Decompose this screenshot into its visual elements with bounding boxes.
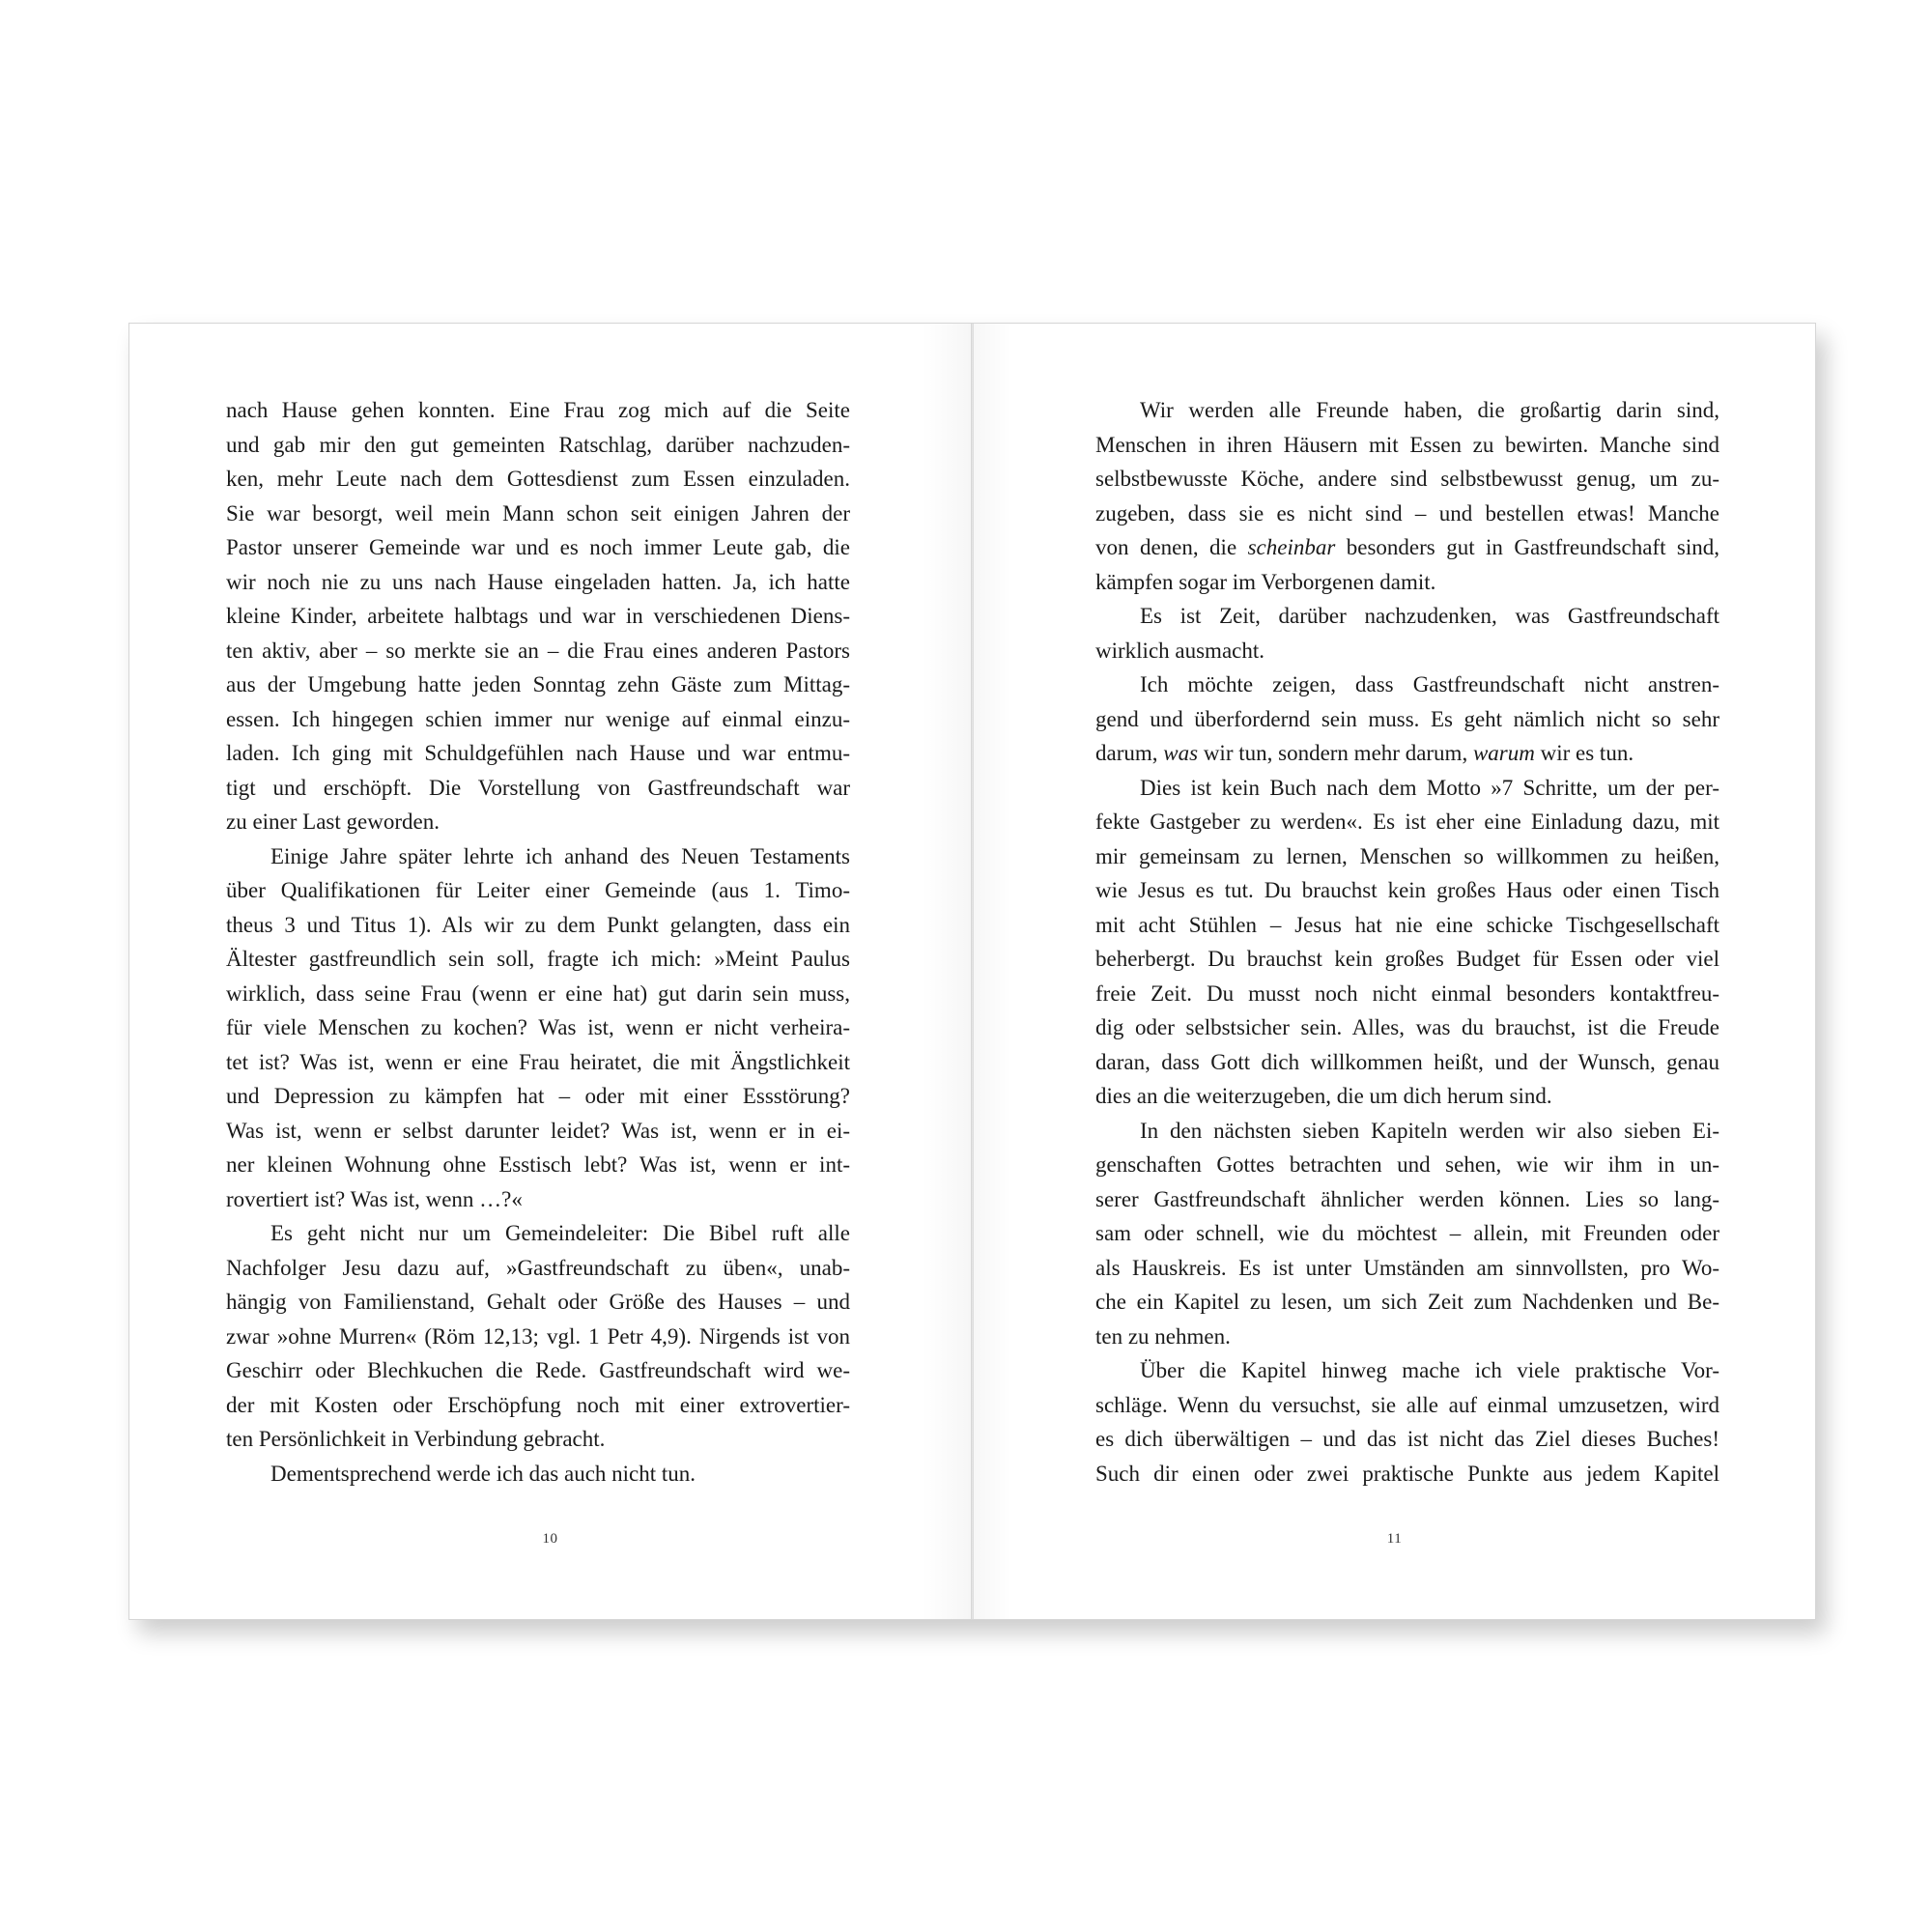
- text-line: kleine Kinder, arbeitete halbtags und war in verschiedenen Diens-: [226, 604, 850, 628]
- paragraph-first-line: Ich möchte zeigen, dass Gastfreundschaft nicht anstren-: [1140, 672, 1719, 696]
- text-line: wirklich, dass seine Frau (wenn er eine hat) gut darin sein muss,: [226, 980, 850, 1006]
- text-line: Nachfolger Jesu dazu auf, »Gastfreundschaft zu üben«, unab-: [226, 1255, 850, 1280]
- text-run: von denen, die: [1095, 535, 1248, 559]
- paragraph-first-line: In den nächsten sieben Kapiteln werden wir also sieben Ei-: [1140, 1118, 1719, 1143]
- text-line: rovertiert ist? Was ist, wenn …?«: [226, 1186, 523, 1211]
- text-line: schläge. Wenn du versuchst, sie alle auf einmal umzusetzen, wird: [1095, 1392, 1719, 1417]
- book-spread: [128, 323, 1816, 1620]
- text-run: wir tun, sondern mehr darum,: [1198, 741, 1473, 765]
- text-line: Was ist, wenn er selbst darunter leidet? Was ist, wenn er in ei-: [226, 1118, 850, 1143]
- italic-emphasis: was: [1163, 741, 1199, 765]
- text-line: selbstbewusste Köche, andere sind selbstbewusst genug, um zu-: [1095, 467, 1719, 491]
- italic-emphasis: scheinbar: [1247, 535, 1336, 559]
- text-line: dies an die weiterzugeben, die um dich herum sind.: [1095, 1084, 1552, 1108]
- text-line: es dich überwältigen – und das ist nicht das Ziel dieses Buches!: [1095, 1427, 1719, 1451]
- paragraph-first-line: Dementsprechend werde ich das auch nicht tun.: [270, 1461, 696, 1486]
- text-line: zu einer Last geworden.: [226, 810, 440, 834]
- text-line: fekte Gastgeber zu werden«. Es ist eher eine Einladung dazu, mit: [1095, 810, 1719, 834]
- text-line: aus der Umgebung hatte jeden Sonntag zehn Gäste zum Mittag-: [226, 672, 850, 696]
- paragraph-first-line: Es ist Zeit, darüber nachzudenken, was Gastfreundschaft: [1140, 604, 1719, 628]
- left-page: [129, 324, 971, 1619]
- text-line: Menschen in ihren Häusern mit Essen zu bewirten. Manche sind: [1095, 432, 1719, 457]
- text-line: zwar »ohne Murren« (Röm 12,13; vgl. 1 Petr 4,9). Nirgends ist von: [226, 1323, 850, 1349]
- right-page-text: [1095, 393, 1719, 1491]
- italic-emphasis: warum: [1472, 741, 1535, 765]
- text-line: wir noch nie zu uns nach Hause eingeladen hatten. Ja, ich hatte: [226, 569, 850, 594]
- text-line: zugeben, dass sie es nicht sind – und bestellen etwas! Manche: [1095, 500, 1719, 526]
- right-page: [974, 324, 1815, 1619]
- text-line: che ein Kapitel zu lesen, um sich Zeit zum Nachdenken und Be-: [1095, 1290, 1719, 1314]
- text-line: wie Jesus es tut. Du brauchst kein großes Haus oder einen Tisch: [1095, 878, 1719, 902]
- text-line: genschaften Gottes betrachten und sehen, wie wir ihm in un-: [1095, 1152, 1719, 1177]
- text-line: hängig von Familienstand, Gehalt oder Größe des Hauses – und: [226, 1290, 850, 1314]
- text-line: laden. Ich ging mit Schuldgefühlen nach Hause und war entmu-: [226, 741, 850, 765]
- text-line: theus 3 und Titus 1). Als wir zu dem Punkt gelangten, dass ein: [226, 912, 850, 937]
- text-line: und gab mir den gut gemeinten Ratschlag, darüber nachzuden-: [226, 432, 850, 457]
- page-number: 10: [542, 1531, 558, 1547]
- text-line: serer Gastfreundschaft ähnlicher werden können. Lies so lang-: [1095, 1186, 1719, 1211]
- text-line: essen. Ich hingegen schien immer nur wenige auf einmal einzu-: [226, 706, 850, 731]
- text-line: [1095, 736, 1719, 771]
- text-line: Such dir einen oder zwei praktische Punkte aus jedem Kapitel: [1095, 1461, 1719, 1486]
- text-line: wirklich ausmacht.: [1095, 638, 1265, 663]
- text-line: nach Hause gehen konnten. Eine Frau zog mich auf die Seite: [226, 398, 850, 422]
- text-line: sam oder schnell, wie du möchtest – allein, mit Freunden oder: [1095, 1221, 1719, 1245]
- text-line: für viele Menschen zu kochen? Was ist, wenn er nicht verheira-: [226, 1015, 850, 1039]
- text-line: ner kleinen Wohnung ohne Esstisch lebt? Was ist, wenn er int-: [226, 1152, 850, 1177]
- paragraph-first-line: Dies ist kein Buch nach dem Motto »7 Schritte, um der per-: [1140, 775, 1719, 800]
- text-line: Pastor unserer Gemeinde war und es noch immer Leute gab, die: [226, 535, 850, 559]
- text-line: freie Zeit. Du musst noch nicht einmal besonders kontaktfreu-: [1095, 980, 1719, 1006]
- text-line: dig oder selbstsicher sein. Alles, was du brauchst, ist die Freude: [1095, 1015, 1719, 1039]
- text-line: mir gemeinsam zu lernen, Menschen so willkommen zu heißen,: [1095, 843, 1719, 868]
- text-line: über Qualifikationen für Leiter einer Gemeinde (aus 1. Timo-: [226, 878, 850, 902]
- page-number: 11: [1386, 1531, 1403, 1547]
- text-line: mit acht Stühlen – Jesus hat nie eine schicke Tischgesellschaft: [1095, 912, 1719, 937]
- text-line: kämpfen sogar im Verborgenen damit.: [1095, 569, 1436, 594]
- text-line: und Depression zu kämpfen hat – oder mit einer Essstörung?: [226, 1084, 850, 1108]
- text-line: Geschirr oder Blechkuchen die Rede. Gastfreundschaft wird we-: [226, 1358, 850, 1382]
- text-line: ten aktiv, aber – so merkte sie an – die Frau eines anderen Pastors: [226, 638, 850, 663]
- paragraph-first-line: Es geht nicht nur um Gemeindeleiter: Die Bibel ruft alle: [270, 1221, 850, 1245]
- text-run: darum,: [1095, 741, 1164, 765]
- text-line: gend und überfordernd sein muss. Es geht nämlich nicht so sehr: [1095, 706, 1719, 731]
- text-line: ten zu nehmen.: [1095, 1323, 1231, 1349]
- paragraph-first-line: Über die Kapitel hinweg mache ich viele praktische Vor-: [1140, 1358, 1719, 1382]
- text-line: beherbergt. Du brauchst kein großes Budget für Essen oder viel: [1095, 947, 1719, 971]
- text-run: wir es tun.: [1534, 741, 1634, 765]
- text-line: ten Persönlichkeit in Verbindung gebracht.: [226, 1427, 606, 1451]
- text-line: tet ist? Was ist, wenn er eine Frau heiratet, die mit Ängstlichkeit: [226, 1049, 850, 1074]
- text-line: [1095, 530, 1719, 565]
- paragraph-first-line: Einige Jahre später lehrte ich anhand des Neuen Testaments: [270, 843, 850, 868]
- text-line: Sie war besorgt, weil mein Mann schon seit einigen Jahren der: [226, 500, 850, 526]
- text-line: der mit Kosten oder Erschöpfung noch mit einer extrovertier-: [226, 1392, 850, 1417]
- paragraph-first-line: Wir werden alle Freunde haben, die großartig darin sind,: [1140, 398, 1719, 422]
- text-line: ken, mehr Leute nach dem Gottesdienst zum Essen einzuladen.: [226, 467, 850, 491]
- text-line: Ältester gastfreundlich sein soll, fragte ich mich: »Meint Paulus: [226, 947, 850, 971]
- text-run: besonders gut in Gastfreundschaft sind,: [1335, 535, 1719, 559]
- text-line: tigt und erschöpft. Die Vorstellung von Gastfreundschaft war: [226, 775, 850, 800]
- text-line: als Hauskreis. Es ist unter Umständen am sinnvollsten, pro Wo-: [1095, 1255, 1719, 1280]
- text-line: daran, dass Gott dich willkommen heißt, und der Wunsch, genau: [1095, 1049, 1719, 1074]
- left-page-text: [226, 393, 850, 1491]
